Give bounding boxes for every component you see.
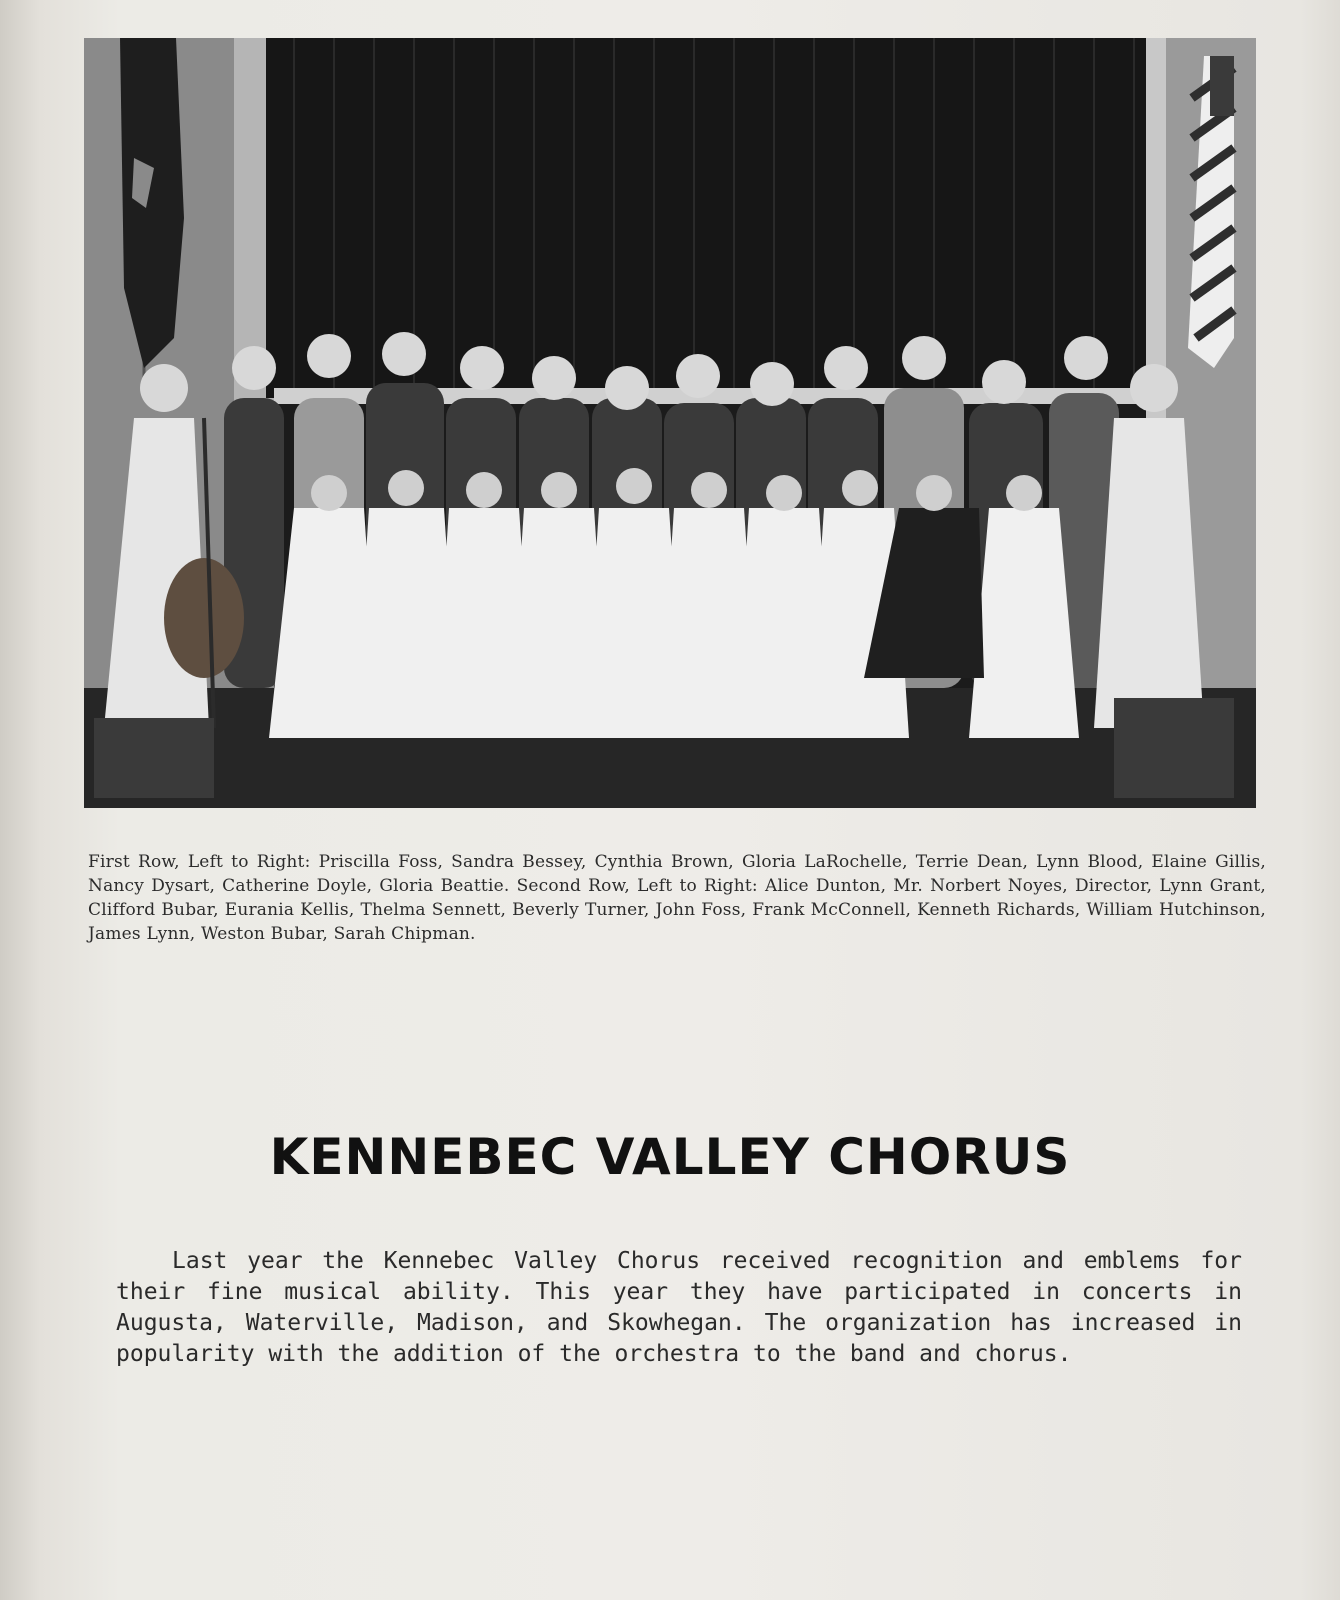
chair [1114, 698, 1234, 798]
group-photo-illustration [84, 38, 1256, 808]
chair [94, 718, 214, 798]
body-paragraph: Last year the Kennebec Valley Chorus received recognition and emblems for their fine musical ability. This year they have participated in concerts in Augusta, Waterville, Madison, and Skowhegan. The organization has increased in popularity with the addition of the orchestra to the band and chorus. [116, 1248, 1242, 1367]
page-title: KENNEBEC VALLEY CHORUS [269, 1128, 1071, 1186]
photo-caption: First Row, Left to Right: Priscilla Foss, Sandra Bessey, Cynthia Brown, Gloria LaRochelle, Terrie Dean, Lynn Blood, Elaine Gillis, Nancy Dysart, Catherine Doyle, Gloria Beattie. Second Row, Left to Right: Alice Dunton, Mr. Norbert Noyes, Director, Lynn Grant, Clifford Bubar, Eurania Kellis, Thelma Sennett, Beverly Turner, John Foss, Frank McConnell, Kenneth Richards, William Hutchinson, James Lynn, Weston Bubar, Sarah Chipman. [88, 852, 1266, 944]
group-photo [84, 38, 1256, 808]
